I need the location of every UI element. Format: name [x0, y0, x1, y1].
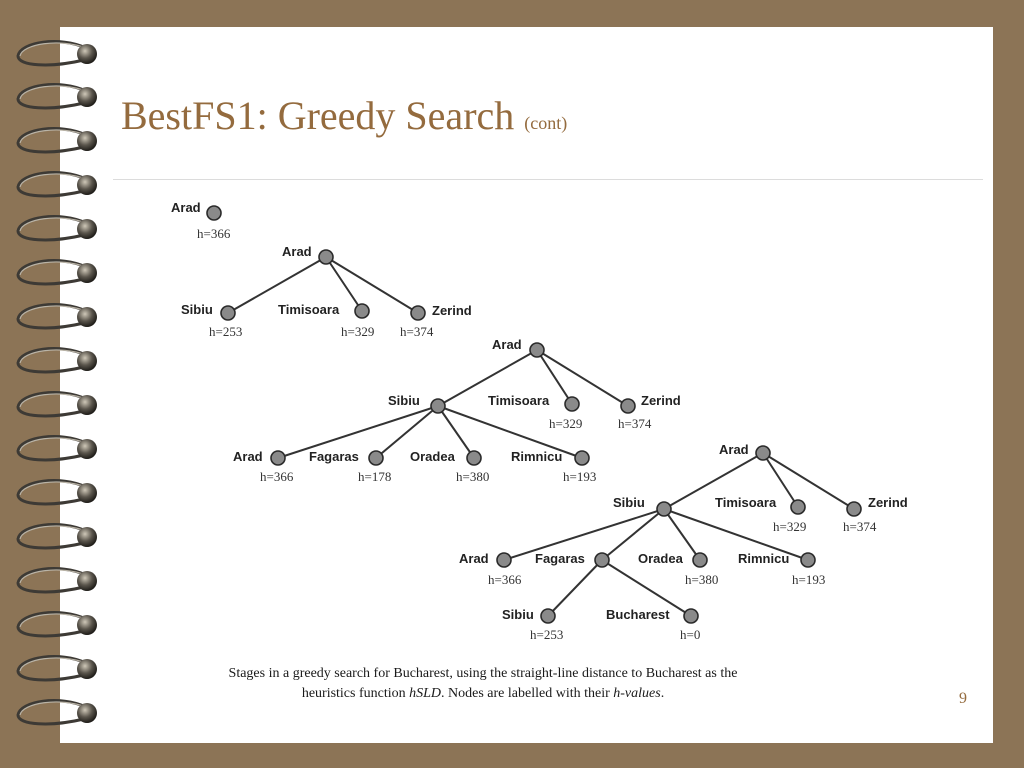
h-value-label: h=193	[563, 469, 597, 484]
h-value-label: h=193	[792, 572, 826, 587]
h-value-label: h=178	[358, 469, 392, 484]
tree-node-arad	[497, 553, 511, 567]
tree-node-bucharest	[684, 609, 698, 623]
tree-edge	[548, 560, 602, 616]
h-value-label: h=366	[197, 226, 231, 241]
node-label: Timisoara	[715, 495, 777, 510]
tree-node-zerind	[847, 502, 861, 516]
tree-node-timisoara	[791, 500, 805, 514]
node-label: Sibiu	[502, 607, 534, 622]
h-value-label: h=253	[530, 627, 564, 642]
tree-node-arad	[207, 206, 221, 220]
tree-node-zerind	[621, 399, 635, 413]
node-label: Zerind	[641, 393, 681, 408]
caption-line2-c: .	[660, 686, 665, 701]
caption-line2-b: . Nodes are labelled with their	[441, 686, 614, 701]
node-label: Fagaras	[309, 449, 359, 464]
title-main: BestFS1: Greedy Search	[121, 93, 515, 138]
h-value-label: h=253	[209, 324, 243, 339]
h-value-label: h=366	[488, 572, 522, 587]
tree-edge	[763, 453, 854, 509]
tree-node-arad	[756, 446, 770, 460]
tree-node-fagaras	[369, 451, 383, 465]
h-value-label: h=380	[456, 469, 490, 484]
tree-node-rimnicu	[801, 553, 815, 567]
tree-node-oradea	[693, 553, 707, 567]
tree-node-sibiu	[431, 399, 445, 413]
h-value-label: h=374	[400, 324, 434, 339]
h-value-label: h=380	[685, 572, 719, 587]
node-label: Oradea	[410, 449, 455, 464]
h-value-label: h=366	[260, 469, 294, 484]
tree-edge	[537, 350, 628, 406]
caption-hsld: hSLD	[409, 686, 442, 701]
tree-node-timisoara	[355, 304, 369, 318]
caption-h-values: h-values	[613, 686, 661, 701]
node-label: Fagaras	[535, 551, 585, 566]
node-label: Zerind	[868, 495, 908, 510]
node-label: Arad	[492, 337, 522, 352]
tree-node-sibiu	[657, 502, 671, 516]
tree-node-rimnicu	[575, 451, 589, 465]
page-number: 9	[959, 690, 967, 707]
tree-node-arad	[271, 451, 285, 465]
node-label: Arad	[282, 244, 312, 259]
tree-node-sibiu	[541, 609, 555, 623]
tree-node-sibiu	[221, 306, 235, 320]
node-label: Arad	[171, 200, 201, 215]
tree-node-fagaras	[595, 553, 609, 567]
node-label: Rimnicu	[511, 449, 563, 464]
node-label: Sibiu	[181, 302, 213, 317]
caption-line1: Stages in a greedy search for Bucharest, using the straight-line distance to Bucharest as the	[228, 666, 738, 681]
node-label: Arad	[719, 442, 749, 457]
h-value-label: h=329	[341, 324, 375, 339]
node-label: Sibiu	[388, 393, 420, 408]
h-value-label: h=374	[843, 519, 877, 534]
node-label: Bucharest	[606, 607, 670, 622]
nodes-layer	[171, 200, 908, 642]
node-label: Rimnicu	[738, 551, 790, 566]
node-label: Arad	[459, 551, 489, 566]
title-subtitle: (cont)	[524, 113, 568, 133]
tree-node-arad	[319, 250, 333, 264]
tree-node-timisoara	[565, 397, 579, 411]
caption-line2-a: heuristics function	[301, 686, 410, 701]
tree-node-oradea	[467, 451, 481, 465]
h-value-label: h=329	[549, 416, 583, 431]
node-label: Oradea	[638, 551, 683, 566]
tree-node-zerind	[411, 306, 425, 320]
h-value-label: h=374	[618, 416, 652, 431]
node-label: Arad	[233, 449, 263, 464]
tree-node-arad	[530, 343, 544, 357]
node-label: Timisoara	[278, 302, 340, 317]
tree-edge	[326, 257, 418, 313]
node-label: Zerind	[432, 303, 472, 318]
h-value-label: h=329	[773, 519, 807, 534]
node-label: Timisoara	[488, 393, 550, 408]
h-value-label: h=0	[680, 627, 701, 642]
figure-caption	[160, 664, 806, 704]
node-label: Sibiu	[613, 495, 645, 510]
